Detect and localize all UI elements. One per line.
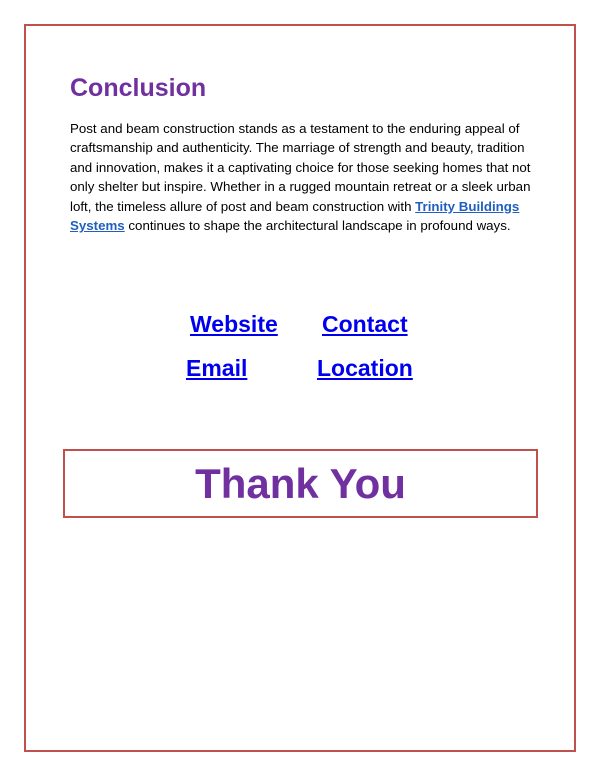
paragraph-text-end: continues to shape the architectural landscape in profound ways. — [124, 218, 511, 234]
trinity-buildings-link[interactable]: Trinity Buildings Systems — [70, 198, 520, 234]
contact-link[interactable]: Contact — [322, 311, 408, 337]
conclusion-paragraph — [70, 119, 538, 235]
conclusion-heading: Conclusion — [70, 74, 207, 102]
location-link[interactable]: Location — [317, 355, 413, 381]
thank-you-text: Thank You — [195, 459, 406, 507]
thank-you-box — [63, 449, 538, 518]
paragraph-text-start: Post and beam construction stands as a testament to the enduring appeal of craftsmanship and authenticity. The marriage of strength and beauty, tradition and innovation, makes it a captivating choice for those seeking homes that not only shelter but inspire. Whether in a rugged mountain retreat or a sleek urban loft, the timeless allure of post and beam construction with — [70, 121, 531, 214]
email-link[interactable]: Email — [186, 355, 248, 381]
website-link[interactable]: Website — [190, 311, 278, 337]
